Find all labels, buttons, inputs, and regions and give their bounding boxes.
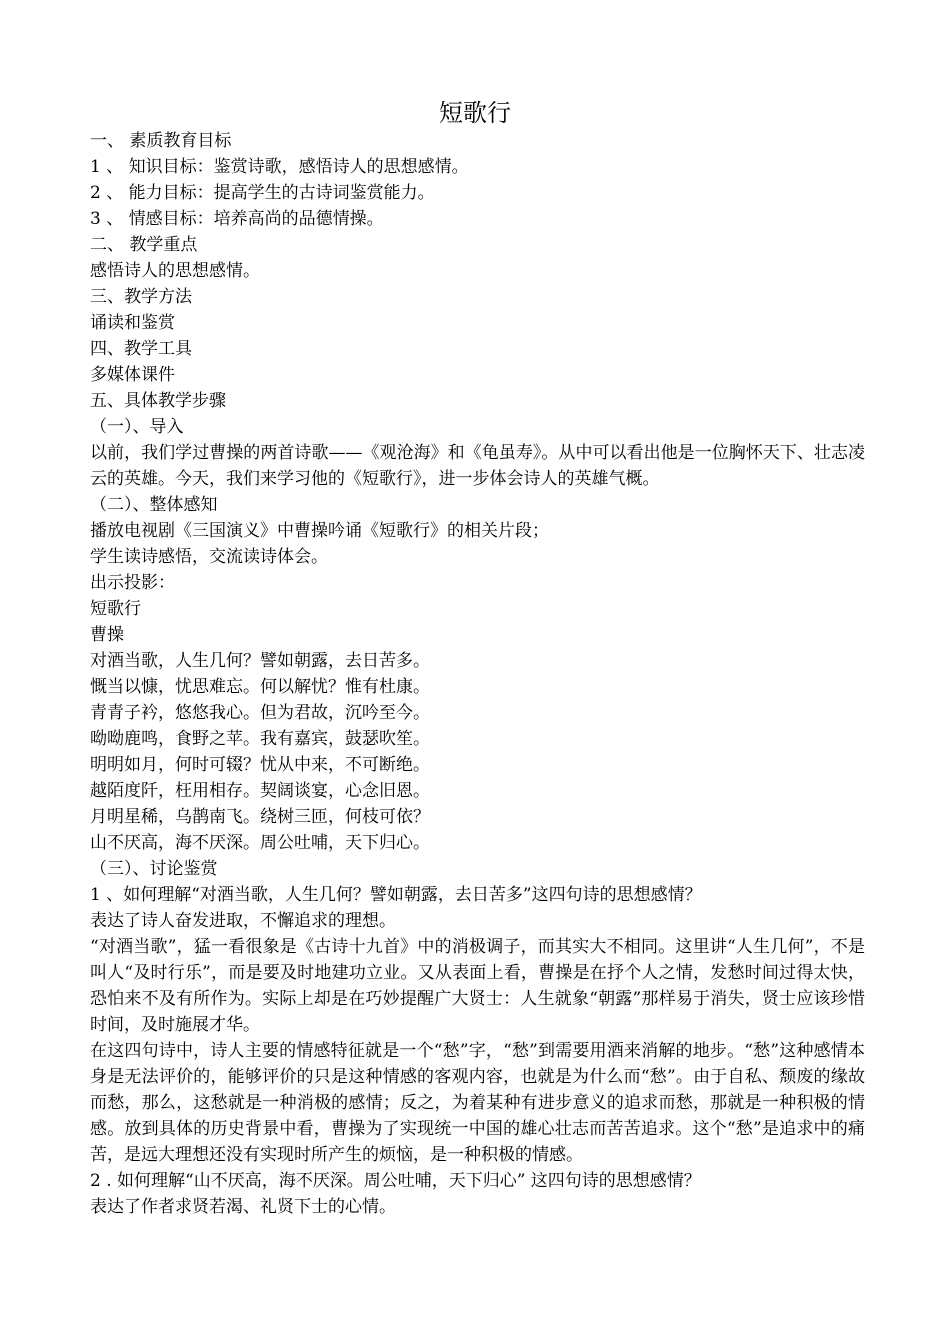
- poem-line: 对酒当歌，人生几何？譬如朝露，去日苦多。: [90, 651, 430, 671]
- poem-line: 越陌度阡，枉用相存。契阔谈宴，心念旧恩。: [90, 781, 430, 801]
- section-heading: 四、教学工具: [90, 339, 192, 359]
- poem-title: 短歌行: [90, 599, 141, 619]
- answer-line: 表达了诗人奋发进取，不懈追求的理想。: [90, 911, 396, 931]
- goal-item: 2 、 能力目标：提高学生的古诗词鉴赏能力。: [90, 183, 435, 203]
- poem-line: 山不厌高，海不厌深。周公吐哺，天下归心。: [90, 833, 430, 853]
- subsection-heading: （三）、讨论鉴赏: [90, 859, 218, 879]
- subsection-heading: （一）、导入: [90, 417, 184, 437]
- question-line: 2 . 如何理解“山不厌高，海不厌深。周公吐哺，天下归心” 这四句诗的思想感情？: [90, 1171, 701, 1191]
- text-line: 感悟诗人的思想感情。: [90, 261, 260, 281]
- paragraph: “对酒当歌”，猛一看很象是《古诗十九首》中的消极调子，而其实大不相同。这里讲“人生几何”，不是叫人“及时行乐”，而是要及时地建功立业。又从表面上看，曹操是在抒个人之情，发愁时间过得太快，恐怕来不及有所作为。实际上却是在巧妙提醒广大贤士：人生就象“朝露”那样易于消失，贤士应该珍惜时间，及时施展才华。: [90, 937, 865, 1035]
- poem-line: 青青子衿，悠悠我心。但为君故，沉吟至今。: [90, 703, 430, 723]
- subsection-heading: （二）、整体感知: [90, 495, 218, 515]
- section-heading: 二、 教学重点: [90, 235, 198, 255]
- poem-line: 呦呦鹿鸣，食野之苹。我有嘉宾，鼓瑟吹笙。: [90, 729, 430, 749]
- section-heading: 五、具体教学步骤: [90, 391, 226, 411]
- text-line: 诵读和鉴赏: [90, 313, 175, 333]
- question-line: 1 、如何理解“对酒当歌，人生几何？譬如朝露，去日苦多”这四句诗的思想感情？: [90, 885, 702, 905]
- paragraph: 在这四句诗中，诗人主要的情感特征就是一个“愁”字，“愁”到需要用酒来消解的地步。“愁”这种感情本身是无法评价的，能够评价的只是这种情感的客观内容，也就是为什么而“愁”。由于自私、颓废的缘故而愁，那么，这愁就是一种消极的感情；反之，为着某种有进步意义的追求而愁，那就是一种积极的情感。放到具体的历史背景中看，曹操为了实现统一中国的雄心壮志而苦苦追求。这个“愁”是追求中的痛苦，是远大理想还没有实现时所产生的烦恼，是一种积极的情感。: [90, 1041, 865, 1165]
- text-line: 多媒体课件: [90, 365, 175, 385]
- page-title: 短歌行: [439, 99, 511, 127]
- answer-line: 表达了作者求贤若渴、礼贤下士的心情。: [90, 1197, 396, 1217]
- poem-line: 月明星稀，乌鹊南飞。绕树三匝，何枝可依？: [90, 807, 430, 827]
- poem-line: 慨当以慷，忧思难忘。何以解忧？惟有杜康。: [90, 677, 430, 697]
- document-body: [90, 128, 865, 1220]
- section-heading: 三、教学方法: [90, 287, 192, 307]
- poem-author: 曹操: [90, 625, 124, 645]
- text-line: 播放电视剧《三国演义》中曹操吟诵《短歌行》的相关片段；: [90, 521, 549, 541]
- text-line: 学生读诗感悟，交流读诗体会。: [90, 547, 328, 567]
- section-heading: 一、 素质教育目标: [90, 131, 232, 151]
- text-line: 出示投影：: [90, 573, 175, 593]
- goal-item: 3 、 情感目标：培养高尚的品德情操。: [90, 209, 384, 229]
- goal-item: 1 、 知识目标：鉴赏诗歌，感悟诗人的思想感情。: [90, 157, 469, 177]
- paragraph: 以前，我们学过曹操的两首诗歌——《观沧海》和《龟虽寿》。从中可以看出他是一位胸怀天下、壮志凌云的英雄。今天，我们来学习他的《短歌行》，进一步体会诗人的英雄气概。: [90, 443, 865, 489]
- poem-line: 明明如月，何时可辍？忧从中来，不可断绝。: [90, 755, 430, 775]
